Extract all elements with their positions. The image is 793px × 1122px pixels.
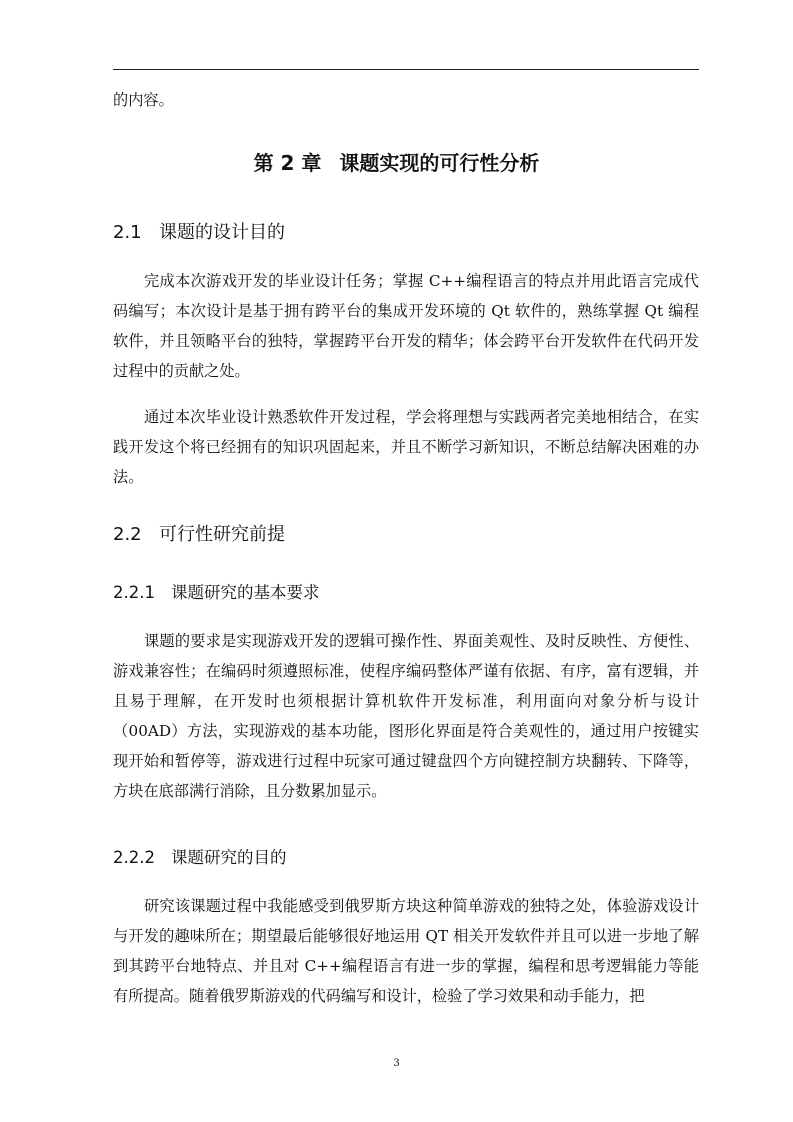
subsection-title: 课题研究的基本要求 bbox=[171, 583, 320, 602]
subsection-heading-2-2-2 bbox=[113, 844, 287, 868]
paragraph: 研究该课题过程中我能感受到俄罗斯方块这种简单游戏的独特之处，体验游戏设计与开发的趣味所在；期望最后能够很好地运用 QT 相关开发软件并且可以进一步地了解到其跨平台地特点、并且对 C++编程语言有进一步的掌握，编程和思考逻辑能力等能有所提高。随着俄罗斯游戏的代码编写和设计，检验了学习效果和动手能力，把 bbox=[113, 897, 699, 1005]
page-number: 3 bbox=[393, 1058, 400, 1069]
subsection-title: 课题研究的目的 bbox=[171, 848, 287, 867]
section-heading-2-1 bbox=[113, 218, 285, 244]
subsection-number: 2.2.1 bbox=[113, 583, 155, 602]
paragraph: 通过本次毕业设计熟悉软件开发过程，学会将理想与实践两者完美地相结合，在实践开发这个将已经拥有的知识巩固起来，并且不断学习新知识，不断总结解决困难的办法。 bbox=[113, 408, 699, 486]
chapter-heading bbox=[0, 147, 793, 176]
chapter-number: 第 2 章 bbox=[253, 151, 322, 175]
section-title: 课题的设计目的 bbox=[159, 222, 285, 243]
section-heading-2-2 bbox=[113, 520, 285, 546]
paragraph: 课题的要求是实现游戏开发的逻辑可操作性、界面美观性、及时反映性、方便性、游戏兼容性；在编码时须遵照标准，使程序编码整体严谨有依据、有序，富有逻辑，并且易于理解，在开发时也须根据计算机软件开发标准，利用面向对象分析与设计（00AD）方法，实现游戏的基本功能，图形化界面是符合美观性的，通过用户按键实现开始和暂停等，游戏进行过程中玩家可通过键盘四个方向键控制方块翻转、下降等，方块在底部满行消除，且分数累加显示。 bbox=[113, 632, 699, 800]
subsection-number: 2.2.2 bbox=[113, 848, 155, 867]
chapter-title: 课题实现的可行性分析 bbox=[339, 151, 540, 175]
continued-text: 的内容。 bbox=[113, 91, 174, 109]
section-number: 2.2 bbox=[113, 524, 142, 545]
paragraph: 完成本次游戏开发的毕业设计任务；掌握 C++编程语言的特点并用此语言完成代码编写；本次设计是基于拥有跨平台的集成开发环境的 Qt 软件的，熟练掌握 Qt 编程软件，并且领略平台的独特，掌握跨平台开发的精华；体会跨平台开发软件在代码开发过程中的贡献之处。 bbox=[113, 272, 699, 380]
section-number: 2.1 bbox=[113, 222, 142, 243]
subsection-heading-2-2-1 bbox=[113, 579, 320, 603]
header-rule bbox=[113, 69, 699, 70]
section-title: 可行性研究前提 bbox=[159, 524, 285, 545]
